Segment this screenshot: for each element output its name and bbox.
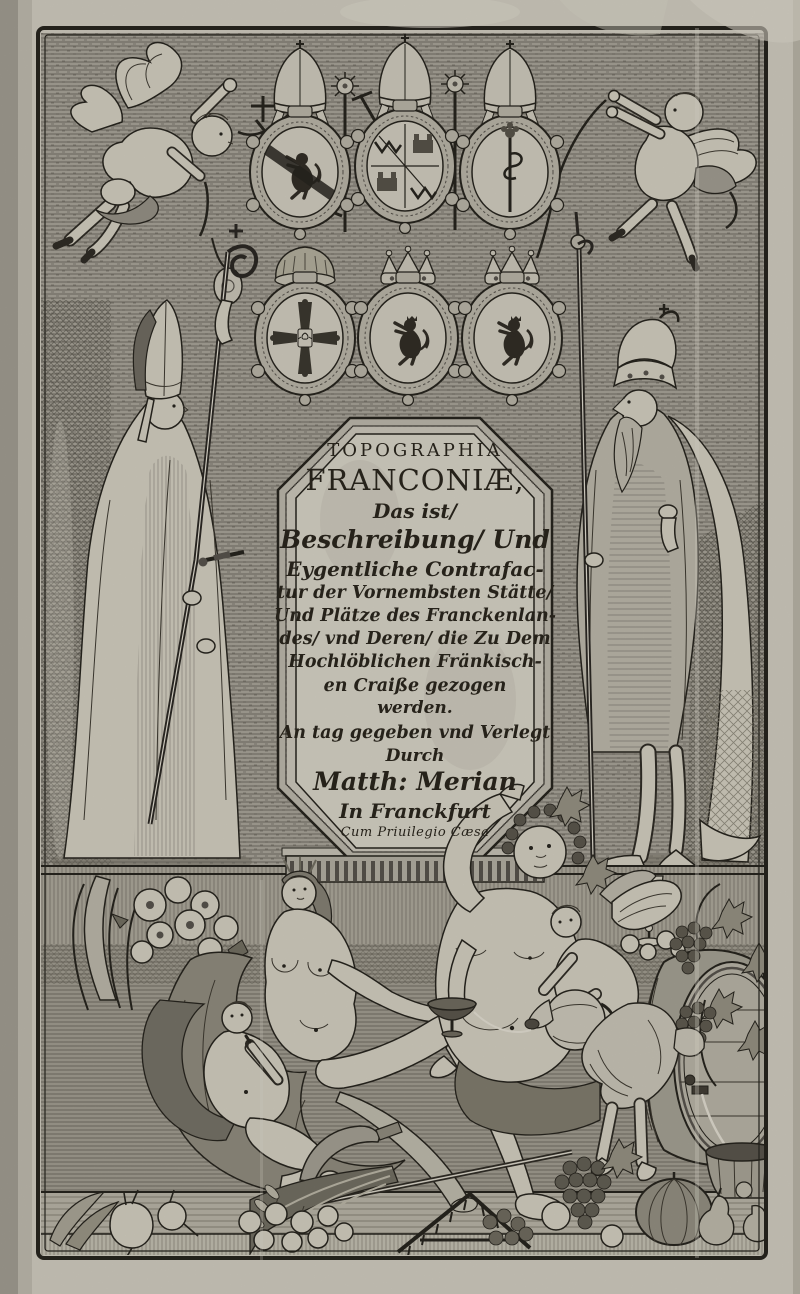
privilege-note: Cum Priuilegio Cæsa (340, 824, 490, 840)
title-cartouche-text (273, 440, 557, 842)
subtitle-line: Und Plätze des Franckenlan- (273, 605, 557, 626)
subtitle-line: des/ vnd Deren/ die Zu Dem (279, 629, 551, 650)
subtitle-line: Hochlöblichen Fränkisch- (288, 652, 542, 673)
main-title: FRANCONIÆ, (305, 462, 525, 497)
subtitle-line: en Craiße gezogen (323, 675, 507, 696)
imprint-line: An tag gegeben vnd Verlegt (279, 723, 551, 744)
subtitle-line: tur der Vornembsten Stätte/ (277, 582, 553, 603)
subtitle-line: Das ist/ (373, 499, 457, 524)
imprint-line: Durch (385, 745, 445, 766)
subtitle-line: werden. (377, 697, 453, 718)
publisher-name: Matth: Merian (313, 767, 517, 797)
subtitle-line: Beschreibung/ Und (280, 525, 550, 555)
subtitle-line: Eygentliche Contrafac- (286, 556, 544, 581)
publication-place: In Franckfurt (339, 798, 491, 823)
series-title: TOPOGRAPHIA (327, 440, 503, 461)
